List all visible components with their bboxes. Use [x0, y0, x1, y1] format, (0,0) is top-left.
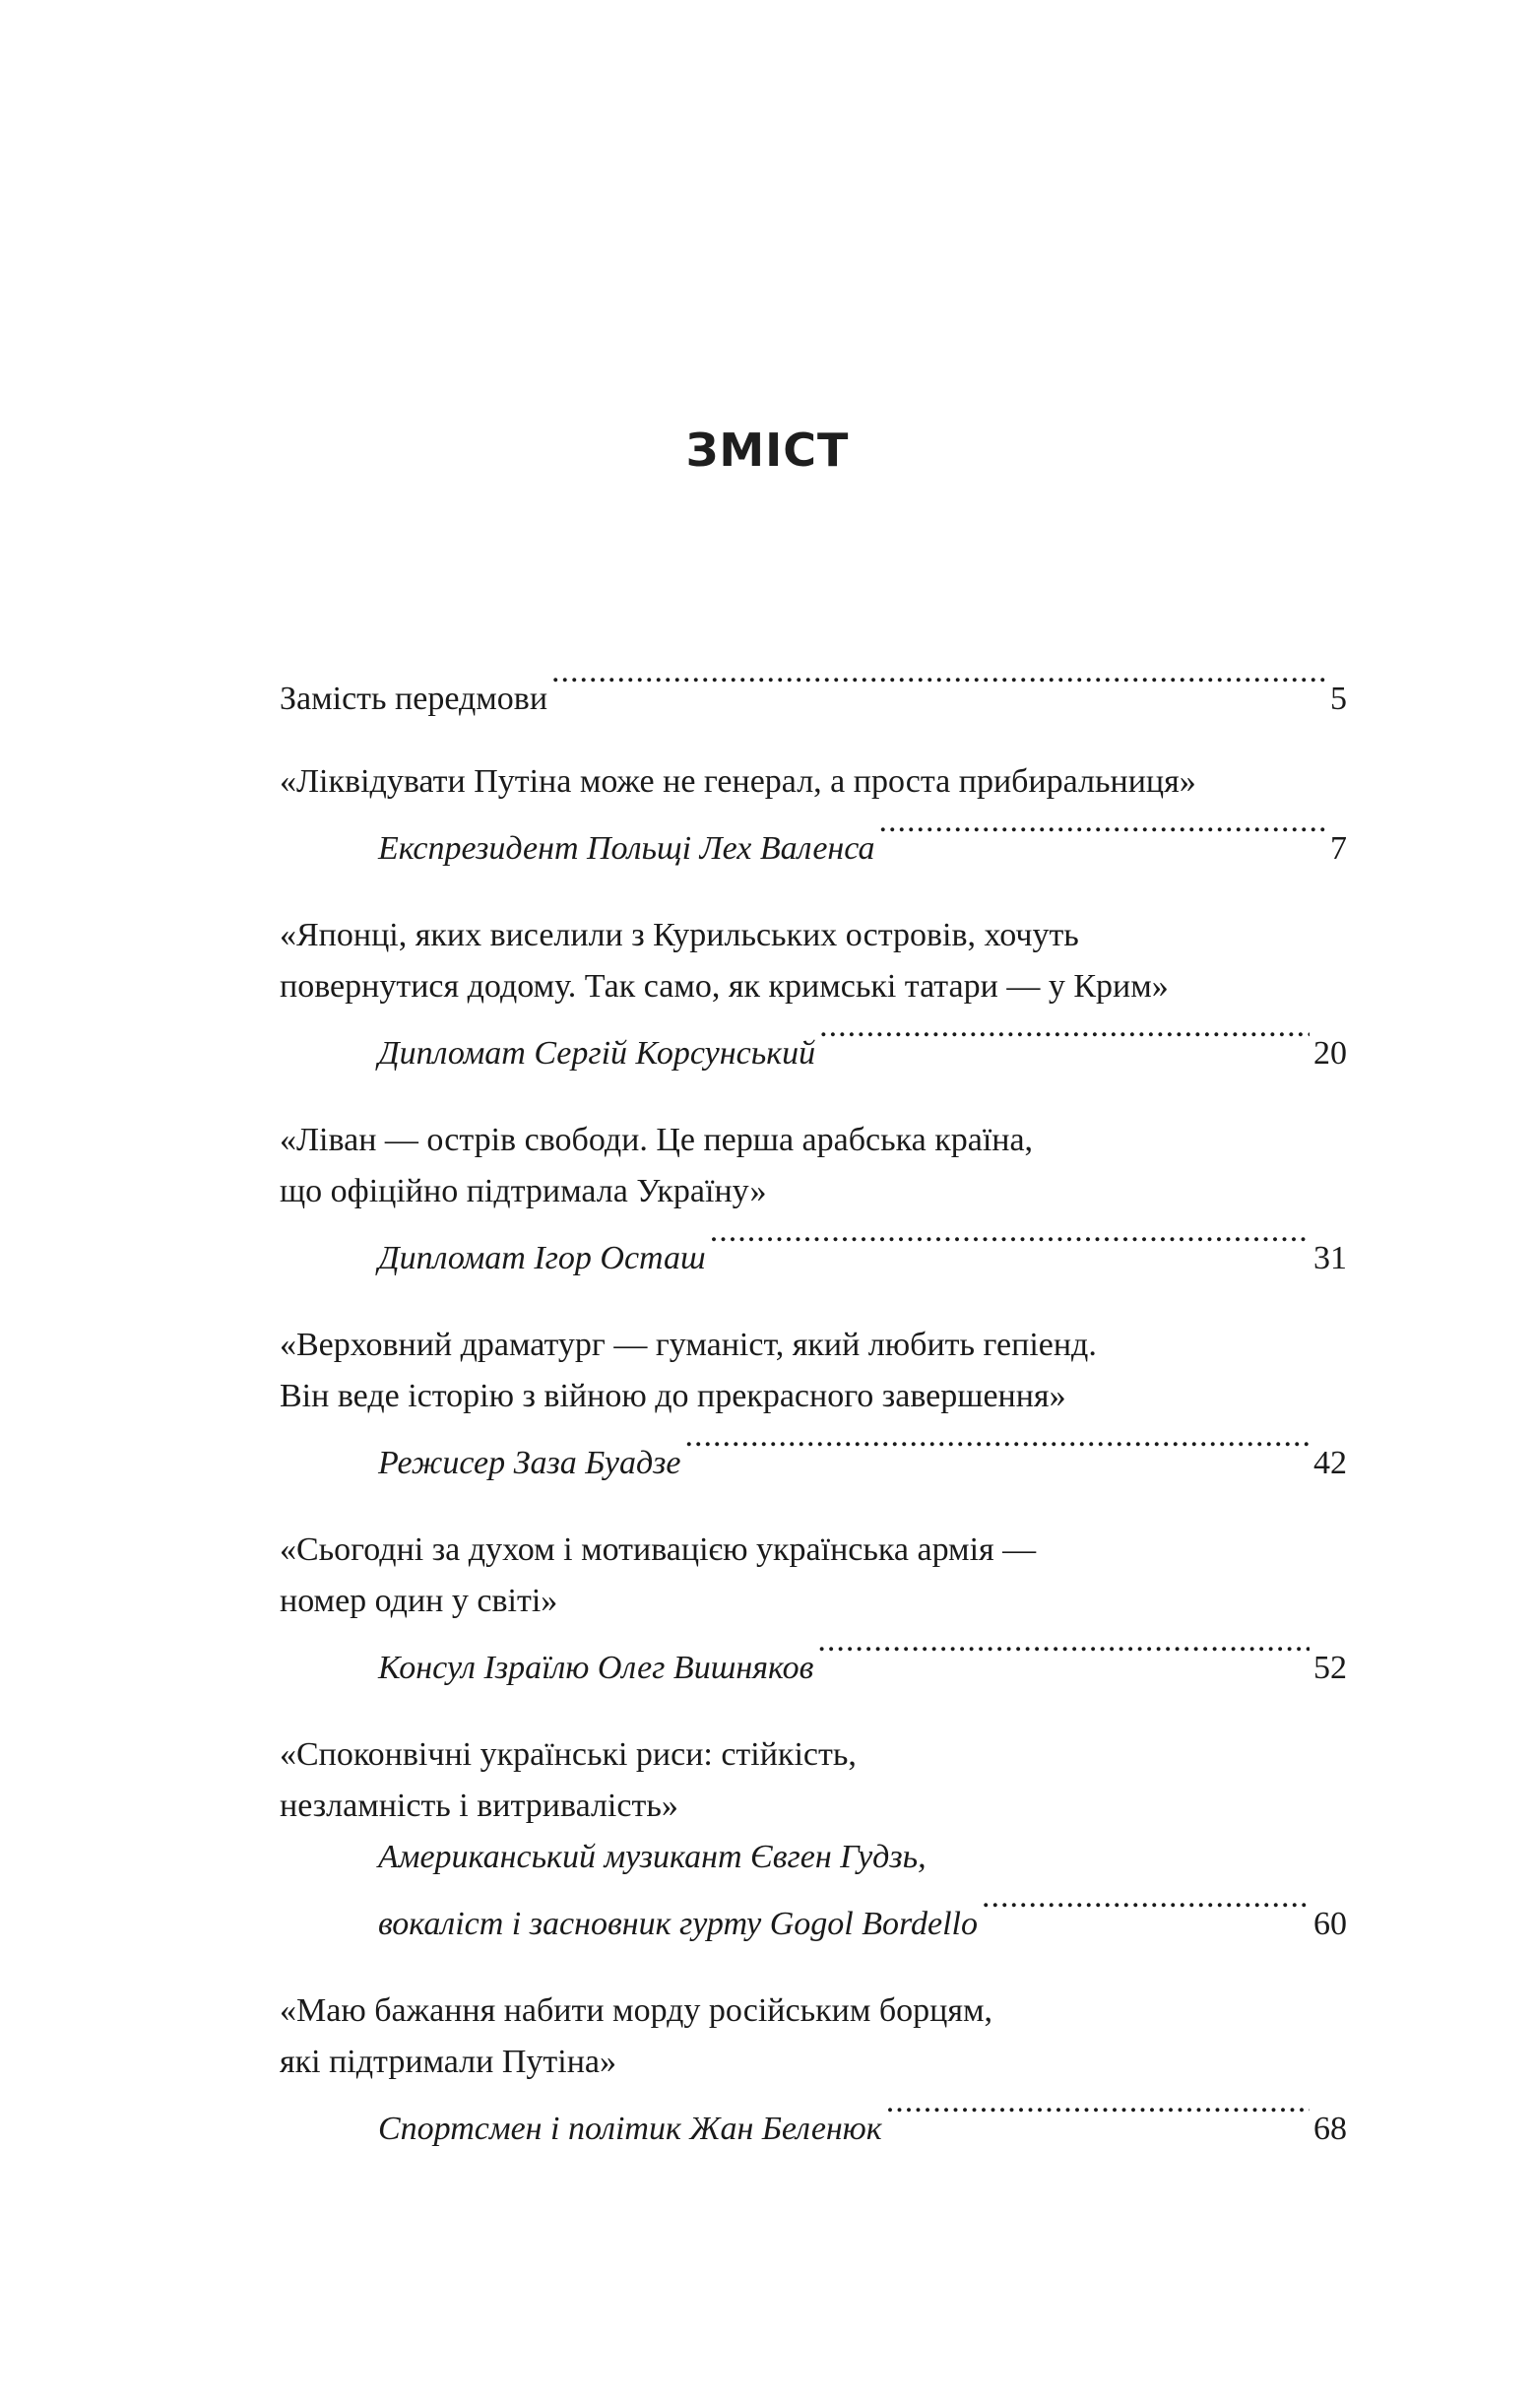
toc-entry-author: Консул Ізраїлю Олег Вишняков: [378, 1650, 814, 1686]
toc-leader-line[interactable]: [280, 1883, 1347, 1942]
toc-entry: [280, 1729, 1347, 1942]
toc-leader-line[interactable]: [280, 1217, 1347, 1276]
toc-entry-quote: «Ліван — острів свободи. Це перша арабська країна,: [280, 1122, 1034, 1158]
page-number: 42: [1313, 1445, 1347, 1481]
toc-leader-line[interactable]: [280, 1012, 1347, 1072]
toc-entry-quote: що офіційно підтримала Україну»: [280, 1173, 767, 1209]
page-number: 68: [1313, 2111, 1347, 2147]
toc-entry-author: Експрезидент Польщі Лех Валенса: [378, 830, 875, 867]
toc-entry: [280, 756, 1347, 867]
toc-entry-quote: «Споконвічні українські риси: стійкість,: [280, 1736, 857, 1773]
page-number: 31: [1313, 1240, 1347, 1276]
page-title: ЗМІСТ: [685, 423, 850, 477]
toc-entry-quote: «Ліквідувати Путіна може не генерал, а проста прибиральниця»: [280, 763, 1196, 800]
toc-entry-quote: номер один у світі»: [280, 1583, 558, 1619]
toc-entry: [280, 1115, 1347, 1276]
toc-entry: [280, 1985, 1347, 2147]
toc-leader-line[interactable]: [280, 1422, 1347, 1481]
toc-entry: [280, 910, 1347, 1072]
toc-entry: [280, 658, 1347, 717]
page-number: 52: [1313, 1650, 1347, 1686]
page-number: 60: [1313, 1906, 1347, 1942]
toc-entry-author: Дипломат Ігор Осташ: [378, 1240, 706, 1276]
toc-entry-author: Дипломат Сергій Корсунський: [378, 1035, 816, 1072]
toc-entry-quote: які підтримали Путіна»: [280, 2044, 616, 2080]
dot-leader: [886, 2088, 1310, 2139]
toc-leader-line[interactable]: [280, 808, 1347, 867]
toc-entry-quote: Він веде історію з війною до прекрасного завершення»: [280, 1378, 1066, 1414]
toc-entry-quote: «Сьогодні за духом і мотивацією українська армія —: [280, 1531, 1037, 1568]
table-of-contents: [280, 658, 1347, 2190]
toc-entry-author: вокаліст і засновник гурту Gogol Bordello: [378, 1906, 978, 1942]
dot-leader: [551, 658, 1326, 709]
dot-leader: [879, 808, 1327, 859]
toc-leader-line[interactable]: [280, 658, 1347, 717]
dot-leader: [817, 1627, 1310, 1678]
page-number: 20: [1313, 1035, 1347, 1072]
dot-leader: [982, 1883, 1310, 1934]
dot-leader: [685, 1422, 1310, 1473]
page-number: 5: [1330, 681, 1347, 717]
toc-leader-line[interactable]: [280, 1627, 1347, 1686]
toc-entry: [280, 1525, 1347, 1686]
dot-leader: [819, 1012, 1310, 1064]
toc-entry-quote: незламність і витривалість»: [280, 1788, 678, 1824]
toc-entry-author: Спортсмен і політик Жан Беленюк: [378, 2111, 882, 2147]
toc-entry: [280, 1320, 1347, 1481]
dot-leader: [710, 1217, 1310, 1269]
toc-entry-quote: «Маю бажання набити морду російським борцям,: [280, 1992, 992, 2029]
toc-entry-quote: повернутися додому. Так само, як кримські татари — у Крим»: [280, 968, 1169, 1005]
toc-entry-title: Замість передмови: [280, 681, 548, 717]
toc-entry-author: Режисер Заза Буадзе: [378, 1445, 681, 1481]
toc-entry-quote: «Японці, яких виселили з Курильських островів, хочуть: [280, 917, 1079, 953]
toc-leader-line[interactable]: [280, 2088, 1347, 2147]
toc-entry-quote: «Верховний драматург — гуманіст, який любить гепіенд.: [280, 1327, 1097, 1363]
page-number: 7: [1330, 830, 1347, 867]
toc-entry-author: Американський музикант Євген Гудзь,: [378, 1839, 927, 1875]
